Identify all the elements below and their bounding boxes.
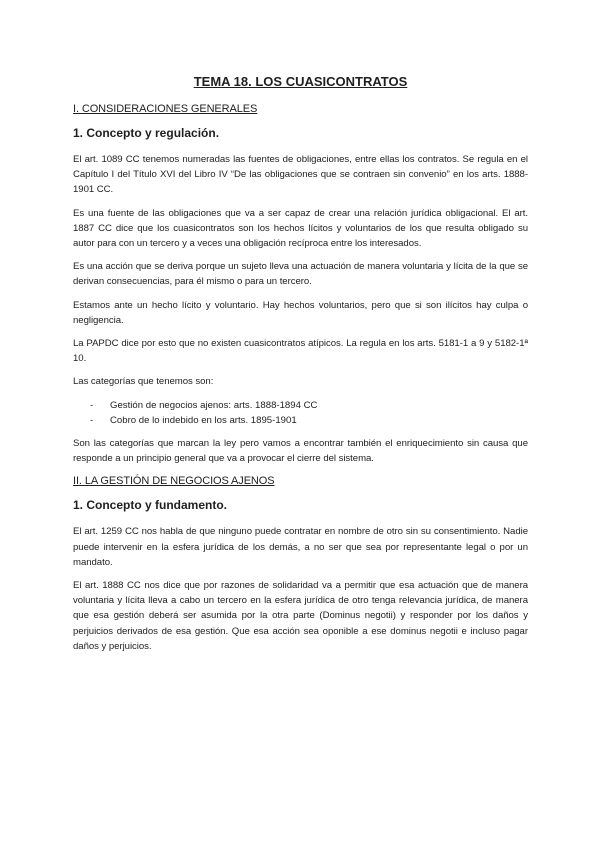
dash-bullet: - [90,414,94,426]
paragraph: Estamos ante un hecho lícito y voluntario. Hay hechos voluntarios, pero que si son ilícitos hay culpa o negligencia. [73,299,528,326]
list-item [90,398,528,413]
paragraph: El art. 1888 CC nos dice que por razones de solidaridad va a permitir que esa actuación que de manera voluntaria y lícita lleva a cabo un tercero en la esfera jurídica de otro tenga relevancia jurídica, de manera que esa gestión deberá ser asumida por la otra parte (Dominus negotii) y responder por los daños y perjuicios derivados de esa gestión. Que esa acción sea oponible a ese dominus negotii e incluso pagar daños y perjuicios. [73,580,528,652]
paragraph: El art. 1089 CC tenemos numeradas las fuentes de obligaciones, entre ellas los contratos. Se regula en el Capítulo I del Título XVI del Libro IV “De las obligaciones que se contraen sin convenio” en los arts. 1888-1901 CC. [73,154,528,196]
paragraph: El art. 1259 CC nos habla de que ninguno puede contratar en nombre de otro sin su consentimiento. Nadie puede intervenir en la esfera jurídica de los demás, a no ser que sea por representante legal o por un mandato. [73,526,528,568]
list-item-text: Gestión de negocios ajenos: arts. 1888-1894 CC [110,399,318,411]
subsection-heading-concepto-fundamento: 1. Concepto y fundamento. [73,498,228,513]
subsection-heading-concepto-regulacion: 1. Concepto y regulación. [73,126,220,140]
document-content [73,74,528,662]
page-title: TEMA 18. LOS CUASICONTRATOS [193,74,408,89]
paragraph: Es una fuente de las obligaciones que va a ser capaz de crear una relación jurídica obligacional. El art. 1887 CC dice que los cuasicontratos son los hechos lícitos y voluntarios de los que resulta obligado su autor para con un tercero y a veces una obligación recíproca entre los interesados. [73,207,528,250]
categories-list [73,398,528,428]
section-heading-gestion-negocios: II. LA GESTIÓN DE NEGOCIOS AJENOS [73,475,275,488]
paragraph: Las categorías que tenemos son: [73,376,214,388]
list-item-text: Cobro de lo indebido en los arts. 1895-1901 [110,414,297,426]
list-item [90,413,528,428]
section-heading-consideraciones: I. CONSIDERACIONES GENERALES [73,103,258,115]
paragraph: La PAPDC dice por esto que no existen cuasicontratos atípicos. La regula en los arts. 5181-1 a 9 y 5182-1ª 10. [73,338,528,365]
paragraph: Son las categorías que marcan la ley pero vamos a encontrar también el enriquecimiento sin causa que responde a un principio general que va a provocar el cierre del sistema. [73,438,528,465]
paragraph: Es una acción que se deriva porque un sujeto lleva una actuación de manera voluntaria y lícita de la que se derivan consecuencias, para él mismo o para un tercero. [73,261,528,288]
dash-bullet: - [90,399,94,411]
